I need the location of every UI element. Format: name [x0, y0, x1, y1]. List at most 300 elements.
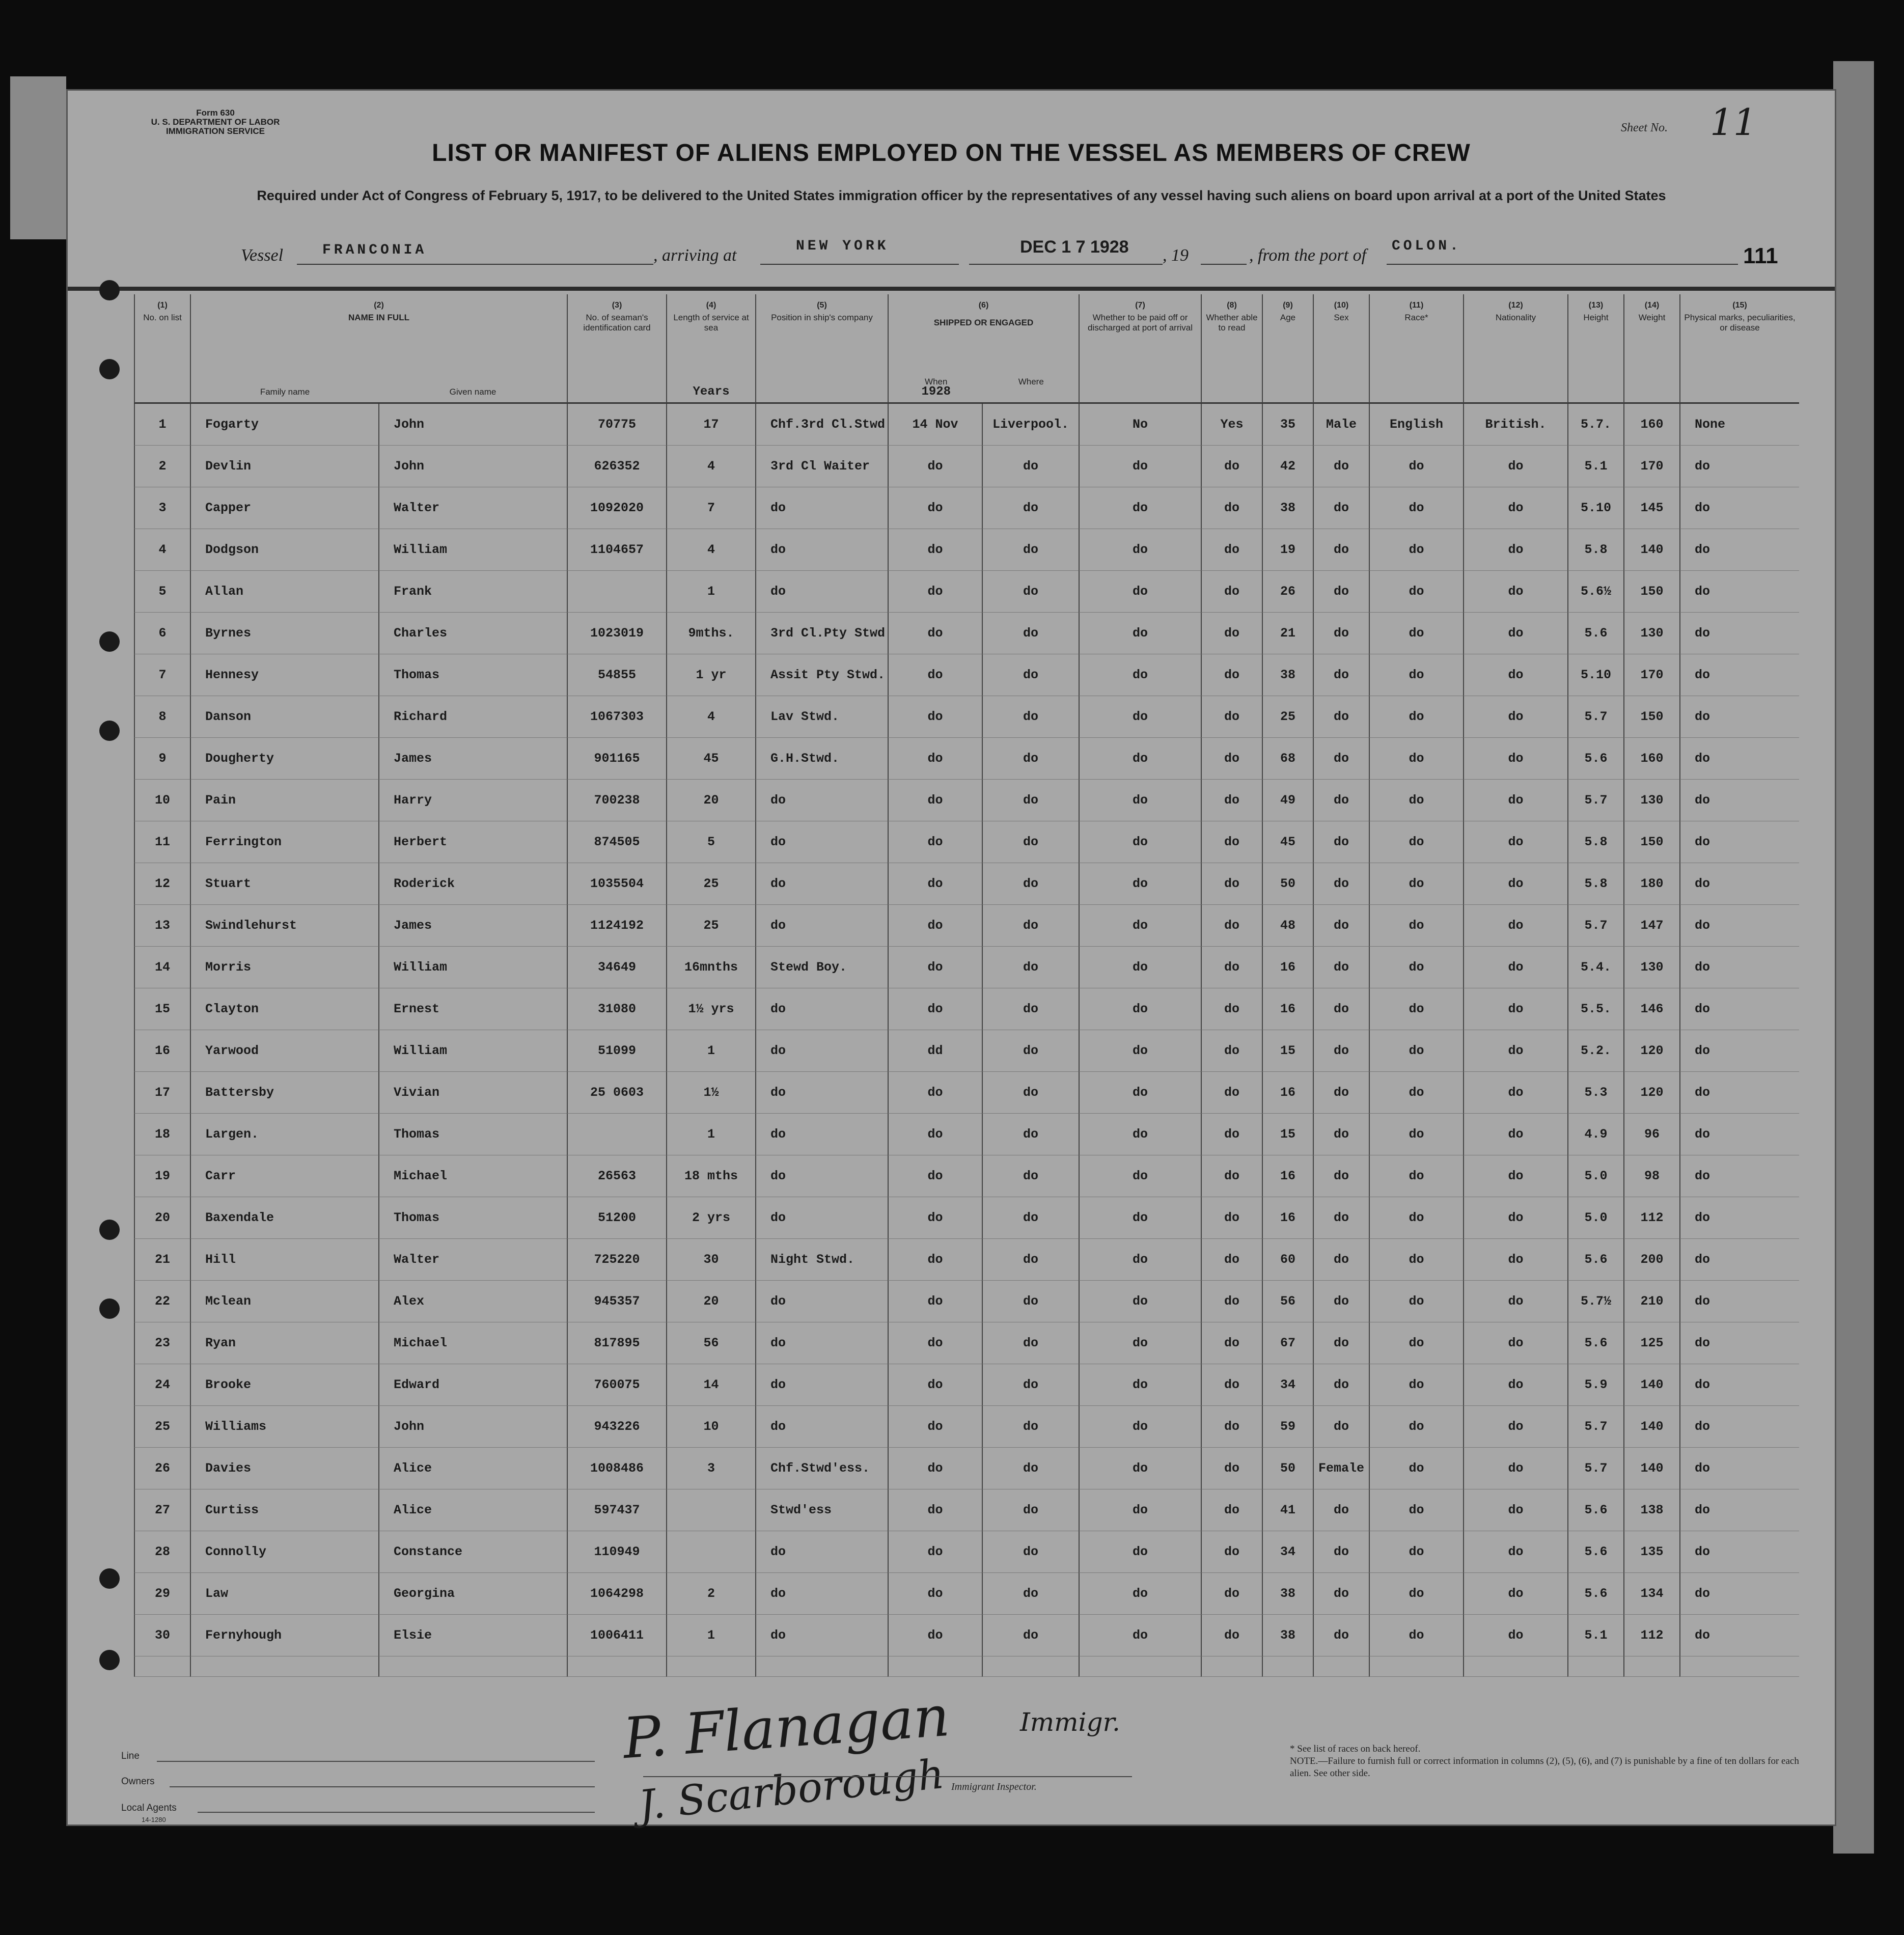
id-card-number-cell — [567, 1531, 666, 1573]
height: 5.6 — [1584, 1544, 1608, 1559]
length-of-service: 1½ yrs — [688, 1002, 734, 1016]
id-card-number: 945357 — [594, 1294, 640, 1309]
shipped-where-cell — [982, 1364, 1079, 1406]
shipped-when-cell — [888, 1281, 982, 1322]
age: 25 — [1280, 709, 1295, 724]
ship-position-cell — [755, 571, 888, 613]
paid-off-cell — [1079, 947, 1201, 988]
paid-off-cell — [1079, 404, 1201, 446]
row-number-cell — [134, 1364, 190, 1406]
family-name: Baxendale — [205, 1210, 274, 1225]
given-name-cell — [378, 1239, 567, 1281]
given-name-cell — [378, 780, 567, 821]
blank-footer-cell — [1623, 1656, 1679, 1677]
shipped-when-cell — [888, 654, 982, 696]
weight-cell — [1623, 1072, 1679, 1114]
race-cell — [1369, 947, 1463, 988]
row-number: 5 — [158, 584, 167, 599]
sex: Female — [1318, 1461, 1364, 1476]
given-name: Michael — [394, 1336, 448, 1350]
ship-position-cell — [755, 404, 888, 446]
binding-hole — [99, 359, 120, 379]
when-year: 1928 — [921, 385, 951, 399]
ship-position: Stewd Boy. — [770, 960, 847, 975]
sex: do — [1333, 626, 1349, 641]
from-port-label: , from the port of — [1249, 246, 1367, 265]
id-card-number-cell — [567, 821, 666, 863]
physical-marks-cell — [1679, 1364, 1799, 1406]
row-number-cell — [134, 1114, 190, 1155]
id-card-number-cell — [567, 654, 666, 696]
nationality-cell — [1463, 404, 1567, 446]
weight-cell — [1623, 821, 1679, 863]
weight-cell — [1623, 1448, 1679, 1489]
weight: 145 — [1640, 501, 1664, 515]
nationality: do — [1508, 1210, 1524, 1225]
age-cell — [1262, 613, 1313, 654]
nationality: do — [1508, 876, 1524, 891]
able-to-read-cell — [1201, 571, 1262, 613]
ship-position: do — [770, 501, 786, 515]
given-name: William — [394, 960, 448, 975]
family-name-cell — [190, 487, 378, 529]
nationality: do — [1508, 459, 1524, 474]
age-cell — [1262, 863, 1313, 905]
height-cell — [1567, 1406, 1623, 1448]
nationality-cell — [1463, 780, 1567, 821]
id-card-number: 1124192 — [590, 918, 644, 933]
family-name: Yarwood — [205, 1043, 259, 1058]
sex: do — [1333, 584, 1349, 599]
given-name-cell — [378, 1489, 567, 1531]
paid-off: do — [1132, 1336, 1148, 1350]
row-number: 7 — [158, 668, 167, 682]
paid-off: do — [1132, 1043, 1148, 1058]
able-to-read-cell — [1201, 696, 1262, 738]
ship-position: G.H.Stwd. — [770, 751, 840, 766]
length-of-service: 10 — [703, 1419, 719, 1434]
row-number-cell — [134, 905, 190, 947]
nationality-cell — [1463, 905, 1567, 947]
ship-position-cell — [755, 1364, 888, 1406]
length-of-service-cell — [666, 613, 755, 654]
family-name-cell — [190, 1072, 378, 1114]
nationality-cell — [1463, 738, 1567, 780]
id-card-number: 25 0603 — [590, 1085, 644, 1100]
height-cell — [1567, 487, 1623, 529]
sex-cell — [1313, 1072, 1369, 1114]
sex: do — [1333, 918, 1349, 933]
able-to-read: do — [1224, 876, 1239, 891]
shipped-where: do — [1023, 793, 1038, 808]
given-name: Ernest — [394, 1002, 440, 1016]
physical-marks: do — [1695, 1419, 1710, 1434]
height: 5.6 — [1584, 626, 1608, 641]
nationality: do — [1508, 960, 1524, 975]
shipped-where: do — [1023, 876, 1038, 891]
age: 42 — [1280, 459, 1295, 474]
where-header: Where — [1018, 377, 1044, 386]
owners-underline — [170, 1786, 595, 1787]
given-name-cell — [378, 1281, 567, 1322]
id-card-number-cell — [567, 988, 666, 1030]
sex-cell — [1313, 947, 1369, 988]
header-nationality — [1463, 294, 1567, 404]
ship-position: Lav Stwd. — [770, 709, 840, 724]
height: 4.9 — [1584, 1127, 1608, 1142]
blank-footer-cell — [666, 1656, 755, 1677]
able-to-read: do — [1224, 709, 1239, 724]
family-name-cell — [190, 1448, 378, 1489]
able-to-read: do — [1224, 584, 1239, 599]
shipped-when-cell — [888, 1531, 982, 1573]
col-7-number: (7) — [1135, 301, 1145, 310]
weight-cell — [1623, 1573, 1679, 1615]
paid-off: do — [1132, 918, 1148, 933]
sex-cell — [1313, 571, 1369, 613]
weight: 125 — [1640, 1336, 1664, 1350]
row-number-cell — [134, 863, 190, 905]
age-cell — [1262, 1489, 1313, 1531]
row-number: 13 — [154, 918, 170, 933]
race: do — [1409, 960, 1424, 975]
binding-hole — [99, 1568, 120, 1589]
family-name: Stuart — [205, 876, 252, 891]
given-name-cell — [378, 654, 567, 696]
able-to-read-cell — [1201, 863, 1262, 905]
sex-cell — [1313, 487, 1369, 529]
header-physical-marks — [1679, 294, 1799, 404]
blank-footer-cell — [567, 1656, 666, 1677]
able-to-read: do — [1224, 542, 1239, 557]
height: 5.6 — [1584, 1586, 1608, 1601]
ship-position-cell — [755, 1531, 888, 1573]
ship-position: do — [770, 835, 786, 849]
paid-off-cell — [1079, 863, 1201, 905]
binding-hole — [99, 1220, 120, 1240]
given-name-cell — [378, 905, 567, 947]
ship-position: do — [770, 1586, 786, 1601]
race: English — [1389, 417, 1444, 432]
shipped-when: do — [927, 1419, 943, 1434]
row-number: 6 — [158, 626, 167, 641]
physical-marks: do — [1695, 1252, 1710, 1267]
length-of-service: 16mnths — [684, 960, 738, 975]
height-cell — [1567, 1072, 1623, 1114]
height-cell — [1567, 571, 1623, 613]
race: do — [1409, 709, 1424, 724]
shipped-where: do — [1023, 1294, 1038, 1309]
shipped-where: do — [1023, 1419, 1038, 1434]
family-name: Morris — [205, 960, 252, 975]
able-to-read-cell — [1201, 1281, 1262, 1322]
paid-off: do — [1132, 1503, 1148, 1517]
weight: 130 — [1640, 793, 1664, 808]
col-4-label: Length of service at sea — [673, 313, 749, 333]
row-number-cell — [134, 780, 190, 821]
header-no-on-list — [134, 294, 190, 404]
length-of-service-cell — [666, 1239, 755, 1281]
header-position — [755, 294, 888, 404]
ship-position-cell — [755, 1573, 888, 1615]
paid-off: do — [1132, 626, 1148, 641]
binding-hole — [99, 631, 120, 652]
row-number: 18 — [154, 1127, 170, 1142]
given-name-cell — [378, 1030, 567, 1072]
family-name-cell — [190, 1406, 378, 1448]
weight-cell — [1623, 696, 1679, 738]
crew-manifest-table — [134, 294, 1796, 1687]
nationality-cell — [1463, 487, 1567, 529]
physical-marks: do — [1695, 626, 1710, 641]
weight-cell — [1623, 863, 1679, 905]
weight-cell — [1623, 613, 1679, 654]
shipped-where-cell — [982, 821, 1079, 863]
ship-position-cell — [755, 905, 888, 947]
family-name: Law — [205, 1586, 229, 1601]
id-card-number: 51099 — [597, 1043, 636, 1058]
physical-marks-cell — [1679, 1281, 1799, 1322]
race-cell — [1369, 1448, 1463, 1489]
shipped-where-cell — [982, 529, 1079, 571]
physical-marks-cell — [1679, 1448, 1799, 1489]
nationality: do — [1508, 1336, 1524, 1350]
length-of-service: 2 — [707, 1586, 715, 1601]
height-cell — [1567, 947, 1623, 988]
blank-footer-cell — [1369, 1656, 1463, 1677]
ship-position-cell — [755, 654, 888, 696]
physical-marks-cell — [1679, 613, 1799, 654]
family-name-cell — [190, 905, 378, 947]
given-name: Frank — [394, 584, 432, 599]
row-number: 1 — [158, 417, 167, 432]
given-name-cell — [378, 1364, 567, 1406]
family-name-cell — [190, 654, 378, 696]
weight-cell — [1623, 446, 1679, 487]
physical-marks: do — [1695, 1461, 1710, 1476]
shipped-when-cell — [888, 529, 982, 571]
sex: do — [1333, 1336, 1349, 1350]
age: 16 — [1280, 1085, 1295, 1100]
id-card-number: 70775 — [597, 417, 636, 432]
sex-cell — [1313, 863, 1369, 905]
sex: do — [1333, 709, 1349, 724]
header-sex — [1313, 294, 1369, 404]
row-number-cell — [134, 1615, 190, 1656]
length-of-service-cell — [666, 738, 755, 780]
sex-cell — [1313, 696, 1369, 738]
able-to-read-cell — [1201, 613, 1262, 654]
family-name: Hennesy — [205, 668, 259, 682]
length-of-service: 20 — [703, 1294, 719, 1309]
row-number-cell — [134, 404, 190, 446]
given-name: Alice — [394, 1461, 432, 1476]
row-number-cell — [134, 1531, 190, 1573]
weight: 140 — [1640, 1419, 1664, 1434]
row-number: 21 — [154, 1252, 170, 1267]
row-number: 16 — [154, 1043, 170, 1058]
height: 5.7 — [1584, 1461, 1608, 1476]
shipped-where-cell — [982, 1406, 1079, 1448]
nationality-cell — [1463, 1531, 1567, 1573]
row-number-cell — [134, 988, 190, 1030]
col-2-label: NAME IN FULL — [348, 313, 409, 322]
shipped-where-cell — [982, 947, 1079, 988]
age-cell — [1262, 821, 1313, 863]
id-card-number-cell — [567, 1489, 666, 1531]
physical-marks: do — [1695, 501, 1710, 515]
col-1-number: (1) — [157, 301, 168, 310]
family-name-cell — [190, 696, 378, 738]
length-of-service: 1 — [707, 1043, 715, 1058]
shipped-where-cell — [982, 1114, 1079, 1155]
physical-marks-cell — [1679, 404, 1799, 446]
binding-hole — [99, 280, 120, 300]
age: 26 — [1280, 584, 1295, 599]
length-of-service-cell — [666, 1489, 755, 1531]
shipped-when-cell — [888, 863, 982, 905]
ship-position: Assit Pty Stwd. — [770, 668, 886, 682]
service-unit: Years — [693, 385, 730, 399]
race: do — [1409, 835, 1424, 849]
given-name-cell — [378, 988, 567, 1030]
col-2-number: (2) — [374, 301, 384, 310]
shipped-where-cell — [982, 1281, 1079, 1322]
form-subtitle: Required under Act of Congress of February 5, 1917, to be delivered to the United States immigration officer by the representatives of any vessel having such aliens on board upon arrival at a port of the United States — [257, 188, 1666, 203]
manifest-sheet — [66, 89, 1836, 1830]
id-card-number-cell — [567, 487, 666, 529]
family-name: Battersby — [205, 1085, 274, 1100]
race: do — [1409, 1586, 1424, 1601]
race-cell — [1369, 821, 1463, 863]
nationality-cell — [1463, 863, 1567, 905]
year-underline — [1201, 243, 1247, 265]
blank-footer-cell — [755, 1656, 888, 1677]
ship-position-cell — [755, 821, 888, 863]
physical-marks-cell — [1679, 571, 1799, 613]
weight: 138 — [1640, 1503, 1664, 1517]
sex: Male — [1326, 417, 1357, 432]
age-cell — [1262, 1030, 1313, 1072]
physical-marks-cell — [1679, 821, 1799, 863]
nationality-cell — [1463, 1155, 1567, 1197]
weight-cell — [1623, 404, 1679, 446]
id-card-number: 51200 — [597, 1210, 636, 1225]
shipped-where-cell — [982, 863, 1079, 905]
length-of-service: 1 — [707, 1127, 715, 1142]
race-cell — [1369, 654, 1463, 696]
row-number: 29 — [154, 1586, 170, 1601]
length-of-service-cell — [666, 1072, 755, 1114]
weight: 130 — [1640, 626, 1664, 641]
given-name: John — [394, 1419, 425, 1434]
immigrant-inspector-label: Immigrant Inspector. — [951, 1781, 1037, 1792]
nationality-cell — [1463, 1114, 1567, 1155]
length-of-service-cell — [666, 905, 755, 947]
weight-cell — [1623, 1197, 1679, 1239]
given-name: Walter — [394, 501, 440, 515]
physical-marks: do — [1695, 960, 1710, 975]
family-name-cell — [190, 1531, 378, 1573]
weight-cell — [1623, 947, 1679, 988]
ship-position-cell — [755, 1239, 888, 1281]
given-name: Alice — [394, 1503, 432, 1517]
id-card-number-cell — [567, 947, 666, 988]
physical-marks-cell — [1679, 1155, 1799, 1197]
physical-marks-cell — [1679, 988, 1799, 1030]
shipped-where: do — [1023, 459, 1038, 474]
family-name: Davies — [205, 1461, 252, 1476]
id-card-number-cell — [567, 1281, 666, 1322]
sex-cell — [1313, 1364, 1369, 1406]
given-name: Vivian — [394, 1085, 440, 1100]
nationality: do — [1508, 1544, 1524, 1559]
id-card-number: 1064298 — [590, 1586, 644, 1601]
paid-off-cell — [1079, 487, 1201, 529]
col-11-label: Race* — [1404, 313, 1428, 322]
ship-position: Stwd'ess — [770, 1503, 832, 1517]
paid-off-cell — [1079, 780, 1201, 821]
height: 5.7½ — [1580, 1294, 1611, 1309]
length-of-service: 18 mths — [684, 1169, 738, 1183]
nationality: do — [1508, 1419, 1524, 1434]
able-to-read-cell — [1201, 1531, 1262, 1573]
race: do — [1409, 1419, 1424, 1434]
length-of-service: 56 — [703, 1336, 719, 1350]
nationality-cell — [1463, 1406, 1567, 1448]
id-card-number-cell — [567, 1615, 666, 1656]
shipped-when: do — [927, 1294, 943, 1309]
race-cell — [1369, 1114, 1463, 1155]
ship-position: do — [770, 1544, 786, 1559]
id-card-number-cell — [567, 1406, 666, 1448]
sex: do — [1333, 1252, 1349, 1267]
blank-footer-cell — [1079, 1656, 1201, 1677]
shipped-where-cell — [982, 1072, 1079, 1114]
physical-marks: do — [1695, 1544, 1710, 1559]
row-number: 28 — [154, 1544, 170, 1559]
length-of-service-cell — [666, 654, 755, 696]
height-cell — [1567, 613, 1623, 654]
shipped-when-cell — [888, 1573, 982, 1615]
nationality-cell — [1463, 1489, 1567, 1531]
shipped-when-cell — [888, 1197, 982, 1239]
sex: do — [1333, 1085, 1349, 1100]
height: 5.4. — [1580, 960, 1611, 975]
height-cell — [1567, 1155, 1623, 1197]
weight: 160 — [1640, 417, 1664, 432]
able-to-read-cell — [1201, 1406, 1262, 1448]
shipped-when-cell — [888, 1239, 982, 1281]
race: do — [1409, 1294, 1424, 1309]
physical-marks: do — [1695, 1628, 1710, 1643]
row-number: 19 — [154, 1169, 170, 1183]
ship-position: do — [770, 1169, 786, 1183]
age: 38 — [1280, 1628, 1295, 1643]
row-number: 24 — [154, 1377, 170, 1392]
length-of-service-cell — [666, 1448, 755, 1489]
length-of-service-cell — [666, 529, 755, 571]
shipped-where-cell — [982, 1573, 1079, 1615]
form-code: 14-1280 — [142, 1816, 166, 1823]
shipped-where: do — [1023, 1043, 1038, 1058]
family-name-cell — [190, 1322, 378, 1364]
paid-off: No — [1132, 417, 1148, 432]
weight: 135 — [1640, 1544, 1664, 1559]
shipped-where: do — [1023, 1210, 1038, 1225]
sex: do — [1333, 1586, 1349, 1601]
shipped-where-cell — [982, 571, 1079, 613]
